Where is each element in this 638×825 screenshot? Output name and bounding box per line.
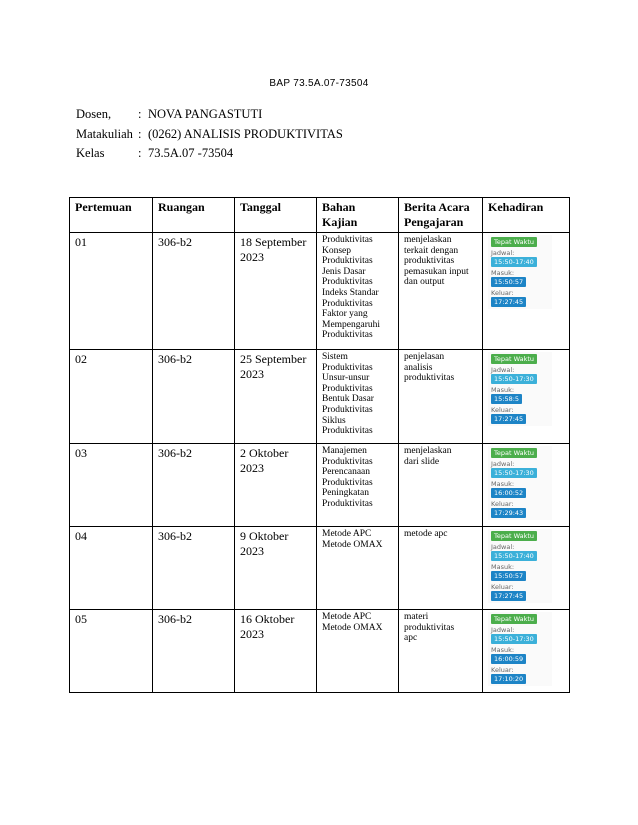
header-berita-acara: Berita Acara Pengajaran — [399, 198, 483, 233]
list-item: Metode OMAX — [322, 622, 383, 633]
list-item: Produktivitas — [322, 456, 373, 467]
table-row — [70, 444, 570, 527]
course-label: Matakuliah — [76, 126, 133, 141]
list-item: Produktivitas — [322, 362, 373, 373]
cell-tanggal: 9 Oktober 2023 — [235, 527, 317, 610]
list-item: Produktivitas — [322, 477, 373, 488]
cell-berita-acara — [399, 527, 483, 610]
list-item: Unsur-unsur — [322, 373, 370, 384]
attendance-card — [488, 235, 552, 309]
status-badge: Tepat Waktu — [491, 448, 537, 458]
cell-pertemuan: 04 — [70, 527, 153, 610]
list-item: Produktivitas — [322, 330, 373, 341]
schedule-value: 15:50-17:40 — [491, 551, 537, 561]
checkin-label: Masuk: — [491, 269, 515, 277]
checkin-value: 15:50:57 — [491, 277, 526, 287]
table-row — [70, 350, 570, 444]
status-badge: Tepat Waktu — [491, 237, 537, 247]
schedule-label: Jadwal: — [491, 460, 515, 468]
checkin-label: Masuk: — [491, 646, 515, 654]
checkout-label: Keluar: — [491, 406, 514, 414]
cell-ruangan: 306-b2 — [153, 444, 235, 527]
list-item: Produktivitas — [322, 404, 373, 415]
list-item: Sistem — [322, 352, 348, 362]
checkin-label: Masuk: — [491, 386, 515, 394]
class-row — [76, 144, 343, 164]
header-bahan-kajian: Bahan Kajian — [317, 198, 399, 233]
cell-ruangan: 306-b2 — [153, 350, 235, 444]
list-item: Produktivitas — [322, 383, 373, 394]
list-item: Produktivitas — [322, 498, 373, 509]
list-item: Peningkatan — [322, 488, 369, 499]
cell-ruangan: 306-b2 — [153, 610, 235, 693]
checkout-label: Keluar: — [491, 289, 514, 297]
checkout-value: 17:27:45 — [491, 414, 526, 424]
cell-berita-acara — [399, 233, 483, 350]
list-item: metode apc — [404, 529, 448, 539]
status-badge: Tepat Waktu — [491, 614, 537, 624]
list-item: terkait dengan — [404, 245, 459, 256]
checkout-label: Keluar: — [491, 666, 514, 674]
attendance-card — [488, 612, 552, 686]
status-badge: Tepat Waktu — [491, 531, 537, 541]
list-item: Konsep — [322, 245, 352, 256]
schedule-label: Jadwal: — [491, 543, 515, 551]
table-row — [70, 233, 570, 350]
status-badge: Tepat Waktu — [491, 354, 537, 364]
list-item: Produktivitas — [322, 277, 373, 288]
cell-ruangan: 306-b2 — [153, 527, 235, 610]
list-item: Siklus — [322, 415, 346, 426]
course-info — [76, 105, 343, 164]
cell-tanggal: 25 September 2023 — [235, 350, 317, 444]
cell-pertemuan: 03 — [70, 444, 153, 527]
table-row — [70, 527, 570, 610]
checkout-value: 17:27:45 — [491, 591, 526, 601]
checkout-label: Keluar: — [491, 500, 514, 508]
checkin-label: Masuk: — [491, 480, 515, 488]
cell-bahan-kajian — [317, 233, 399, 350]
attendance-card — [488, 529, 552, 603]
lecturer-value: NOVA PANGASTUTI — [148, 107, 263, 122]
list-item: Produktivitas — [322, 256, 373, 267]
checkin-value: 15:58:5 — [491, 394, 522, 404]
cell-tanggal: 18 September 2023 — [235, 233, 317, 350]
schedule-value: 15:50-17:40 — [491, 257, 537, 267]
course-row — [76, 125, 343, 145]
cell-bahan-kajian — [317, 444, 399, 527]
list-item: analisis — [404, 362, 433, 373]
list-item: Produktivitas — [322, 298, 373, 309]
checkin-value: 15:50:57 — [491, 571, 526, 581]
class-label: Kelas — [76, 146, 105, 161]
checkin-value: 16:00:52 — [491, 488, 526, 498]
list-item: materi — [404, 612, 429, 622]
schedule-value: 15:50-17:30 — [491, 468, 537, 478]
list-item: Indeks Standar — [322, 287, 379, 298]
cell-kehadiran — [483, 610, 570, 693]
colon: : — [138, 107, 142, 122]
lecturer-label: Dosen, — [76, 107, 112, 122]
list-item: produktivitas — [404, 256, 455, 267]
attendance-card — [488, 352, 552, 426]
checkout-value: 17:27:45 — [491, 297, 526, 307]
list-item: produktivitas — [404, 373, 455, 384]
checkin-label: Masuk: — [491, 563, 515, 571]
schedule-label: Jadwal: — [491, 249, 515, 257]
list-item: Produktivitas — [322, 426, 373, 437]
list-item: pemasukan input — [404, 266, 469, 277]
list-item: Metode APC — [322, 529, 372, 539]
cell-berita-acara — [399, 350, 483, 444]
schedule-label: Jadwal: — [491, 366, 515, 374]
list-item: Produktivitas — [322, 235, 373, 245]
cell-bahan-kajian — [317, 610, 399, 693]
attendance-table — [69, 197, 570, 693]
schedule-label: Jadwal: — [491, 626, 515, 634]
list-item: Perencanaan — [322, 467, 370, 478]
cell-ruangan: 306-b2 — [153, 233, 235, 350]
list-item: apc — [404, 633, 418, 644]
cell-berita-acara — [399, 444, 483, 527]
header-pertemuan: Pertemuan — [70, 198, 153, 233]
checkout-value: 17:29:43 — [491, 508, 526, 518]
table-row — [70, 610, 570, 693]
list-item: Metode APC — [322, 612, 372, 622]
cell-bahan-kajian — [317, 350, 399, 444]
header-ruangan: Ruangan — [153, 198, 235, 233]
cell-berita-acara — [399, 610, 483, 693]
cell-tanggal: 16 Oktober 2023 — [235, 610, 317, 693]
course-value: (0262) ANALISIS PRODUKTIVITAS — [148, 126, 343, 141]
checkout-label: Keluar: — [491, 583, 514, 591]
colon: : — [138, 146, 142, 161]
cell-pertemuan: 02 — [70, 350, 153, 444]
list-item: penjelasan — [404, 352, 445, 362]
list-item: Bentuk Dasar — [322, 394, 374, 405]
cell-kehadiran — [483, 350, 570, 444]
cell-kehadiran — [483, 527, 570, 610]
lecturer-row — [76, 105, 343, 125]
list-item: menjelaskan — [404, 446, 452, 456]
list-item: Manajemen — [322, 446, 367, 456]
cell-pertemuan: 01 — [70, 233, 153, 350]
list-item: menjelaskan — [404, 235, 452, 245]
checkout-value: 17:10:20 — [491, 674, 526, 684]
class-value: 73.5A.07 -73504 — [148, 146, 234, 161]
list-item: Mempengaruhi — [322, 319, 381, 330]
list-item: dan output — [404, 277, 445, 288]
document-title: BAP 73.5A.07-73504 — [269, 78, 369, 89]
attendance-card — [488, 446, 552, 520]
checkin-value: 16:00:59 — [491, 654, 526, 664]
table-header-row — [70, 198, 570, 233]
header-tanggal: Tanggal — [235, 198, 317, 233]
cell-bahan-kajian — [317, 527, 399, 610]
list-item: Jenis Dasar — [322, 266, 366, 277]
list-item: dari slide — [404, 456, 440, 467]
cell-pertemuan: 05 — [70, 610, 153, 693]
cell-tanggal: 2 Oktober 2023 — [235, 444, 317, 527]
colon: : — [138, 126, 142, 141]
schedule-value: 15:50-17:30 — [491, 374, 537, 384]
cell-kehadiran — [483, 233, 570, 350]
list-item: Metode OMAX — [322, 539, 383, 550]
schedule-value: 15:50-17:30 — [491, 634, 537, 644]
header-kehadiran: Kehadiran — [483, 198, 570, 233]
list-item: produktivitas — [404, 622, 455, 633]
cell-kehadiran — [483, 444, 570, 527]
list-item: Faktor yang — [322, 309, 368, 320]
